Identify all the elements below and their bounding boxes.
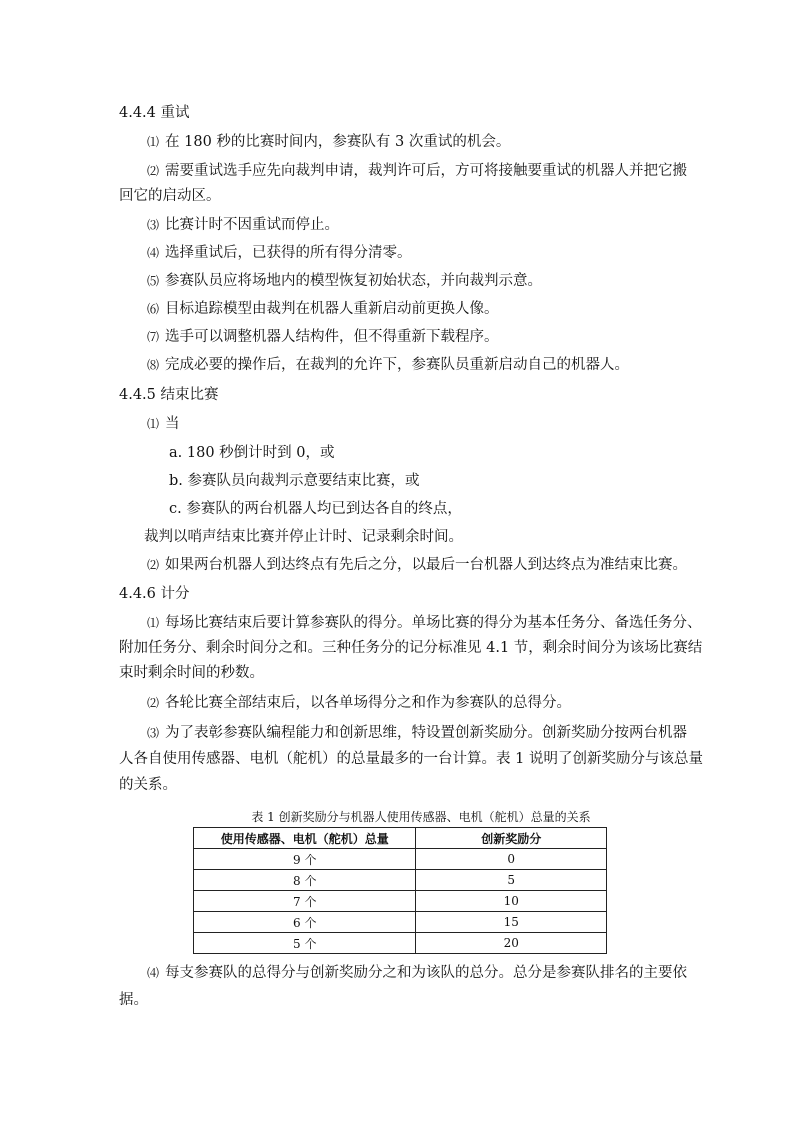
list-item bbox=[147, 614, 702, 632]
innovation-bonus-table bbox=[193, 827, 607, 954]
item-number: ⑷ bbox=[147, 966, 160, 980]
table-cell: 8 个 bbox=[194, 870, 416, 891]
column-header-bonus: 创新奖励分 bbox=[416, 828, 607, 849]
item-number: ⑴ bbox=[147, 417, 160, 431]
item-text: 目标追踪模型由裁判在机器人重新启动前更换人像。 bbox=[165, 301, 499, 317]
list-item bbox=[147, 415, 180, 433]
table-row bbox=[194, 891, 607, 912]
table-row bbox=[194, 870, 607, 891]
sub-item-b: b. 参赛队员向裁判示意要结束比赛，或 bbox=[169, 473, 420, 489]
list-item-continuation: 回它的启动区。 bbox=[119, 188, 221, 204]
section-heading-4-4-6: 4.4.6 计分 bbox=[119, 586, 190, 602]
paragraph-line: 据。 bbox=[119, 992, 148, 1008]
item-text: 参赛队员应将场地内的模型恢复初始状态，并向裁判示意。 bbox=[165, 273, 543, 289]
item-number: ⑴ bbox=[147, 616, 160, 630]
sub-item-c: c. 参赛队的两台机器人均已到达各自的终点， bbox=[169, 501, 462, 517]
section-heading-4-4-5: 4.4.5 结束比赛 bbox=[119, 387, 219, 403]
list-item bbox=[147, 356, 629, 374]
item-text: 选择重试后，已获得的所有得分清零。 bbox=[165, 245, 412, 261]
table-cell: 6 个 bbox=[194, 912, 416, 933]
item-text: 各轮比赛全部结束后，以各单场得分之和作为参赛队的总得分。 bbox=[165, 695, 572, 711]
list-item bbox=[147, 328, 499, 346]
item-number: ⑵ bbox=[147, 696, 160, 710]
list-item bbox=[147, 556, 687, 574]
sub-item-a: a. 180 秒倒计时到 0，或 bbox=[169, 445, 335, 461]
table-cell: 5 bbox=[416, 870, 607, 891]
table-cell: 5 个 bbox=[194, 933, 416, 954]
item-number: ⑸ bbox=[147, 274, 160, 288]
item-number: ⑺ bbox=[147, 330, 160, 344]
item-text: 在 180 秒的比赛时间内，参赛队有 3 次重试的机会。 bbox=[165, 134, 511, 150]
list-item bbox=[147, 216, 339, 234]
paragraph-line: 人各自使用传感器、电机（舵机）的总量最多的一台计算。表 1 说明了创新奖励分与该总量 bbox=[119, 751, 703, 767]
table-cell: 10 bbox=[416, 891, 607, 912]
list-item bbox=[147, 133, 510, 151]
list-item bbox=[147, 244, 412, 262]
list-item bbox=[147, 300, 499, 318]
table-header-row bbox=[194, 828, 607, 849]
item-number: ⑷ bbox=[147, 246, 160, 260]
table-cell: 9 个 bbox=[194, 849, 416, 870]
paragraph-line: 束时剩余时间的秒数。 bbox=[119, 665, 264, 681]
item-text: 当 bbox=[165, 416, 180, 432]
list-item bbox=[147, 694, 571, 712]
table-caption: 表 1 创新奖励分与机器人使用传感器、电机（舵机）总量的关系 bbox=[251, 810, 591, 824]
item-number: ⑶ bbox=[147, 726, 160, 740]
item-text: 选手可以调整机器人结构件，但不得重新下载程序。 bbox=[165, 329, 499, 345]
paragraph-line: 附加任务分、剩余时间分之和。三种任务分的记分标准见 4.1 节，剩余时间分为该场比赛结 bbox=[119, 640, 703, 656]
item-number: ⑵ bbox=[147, 164, 160, 178]
table-cell: 20 bbox=[416, 933, 607, 954]
list-item bbox=[147, 724, 687, 742]
item-number: ⑵ bbox=[147, 558, 160, 572]
item-text: 完成必要的操作后，在裁判的允许下，参赛队员重新启动自己的机器人。 bbox=[165, 357, 630, 373]
table-cell: 7 个 bbox=[194, 891, 416, 912]
table-cell: 15 bbox=[416, 912, 607, 933]
paragraph-line: 裁判以哨声结束比赛并停止计时、记录剩余时间。 bbox=[144, 529, 463, 545]
item-number: ⑴ bbox=[147, 135, 160, 149]
item-text: 每支参赛队的总得分与创新奖励分之和为该队的总分。总分是参赛队排名的主要依 bbox=[165, 965, 688, 981]
table-row bbox=[194, 912, 607, 933]
item-text: 为了表彰参赛队编程能力和创新思维，特设置创新奖励分。创新奖励分按两台机器 bbox=[165, 725, 688, 741]
list-item bbox=[147, 162, 687, 180]
list-item bbox=[147, 272, 542, 290]
list-item bbox=[147, 964, 687, 982]
item-number: ⑹ bbox=[147, 302, 160, 316]
table-row bbox=[194, 933, 607, 954]
table-row bbox=[194, 849, 607, 870]
table-cell: 0 bbox=[416, 849, 607, 870]
item-number: ⑶ bbox=[147, 218, 160, 232]
item-text: 如果两台机器人到达终点有先后之分，以最后一台机器人到达终点为准结束比赛。 bbox=[165, 557, 688, 573]
item-text: 需要重试选手应先向裁判申请，裁判许可后，方可将接触要重试的机器人并把它搬 bbox=[165, 163, 688, 179]
paragraph-line: 的关系。 bbox=[119, 777, 177, 793]
item-text: 每场比赛结束后要计算参赛队的得分。单场比赛的得分为基本任务分、备选任务分、 bbox=[165, 615, 702, 631]
item-text: 比赛计时不因重试而停止。 bbox=[165, 217, 340, 233]
column-header-total: 使用传感器、电机（舵机）总量 bbox=[194, 828, 416, 849]
item-number: ⑻ bbox=[147, 358, 160, 372]
section-heading-4-4-4: 4.4.4 重试 bbox=[119, 105, 190, 121]
